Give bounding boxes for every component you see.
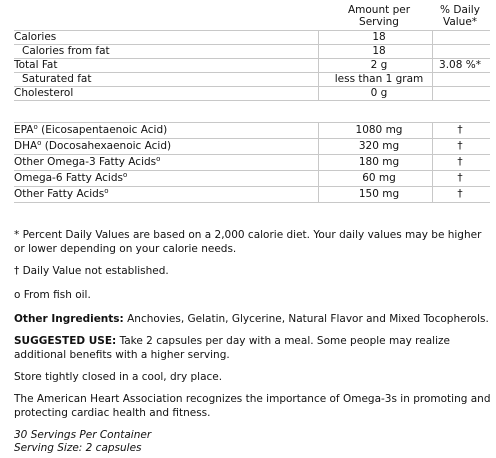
- dv-heading-line2: Value*: [442, 16, 478, 28]
- fatty-acid-label: [14, 187, 109, 202]
- fatty-acid-dv: †: [457, 172, 463, 184]
- nutrient-amount: 2 g: [370, 59, 388, 71]
- table-row: [14, 59, 490, 73]
- table-row: [14, 187, 490, 203]
- nutrients-table: [14, 30, 490, 101]
- nutrient-label: Total Fat: [14, 59, 58, 71]
- fatty-acid-dv: †: [457, 156, 463, 168]
- fatty-acid-dv: †: [457, 124, 463, 136]
- suggested-use: [14, 334, 492, 362]
- fish-oil-mark: o: [33, 123, 38, 131]
- table-row: [14, 87, 490, 101]
- table-row: [14, 122, 490, 139]
- nutrient-label: Cholesterol: [14, 87, 74, 99]
- dv-heading-line1: % Daily: [440, 4, 480, 16]
- fatty-acid-name: Other Omega-3 Fatty Acids: [14, 156, 157, 168]
- table-row: [14, 155, 490, 171]
- fatty-acid-label: [14, 171, 127, 186]
- table-header: [0, 4, 496, 30]
- suggested-use-label: SUGGESTED USE:: [14, 335, 117, 347]
- fatty-acid-amount: 150 mg: [358, 188, 400, 200]
- fatty-acids-table: [14, 122, 490, 203]
- nutrient-amount: less than 1 gram: [334, 73, 424, 85]
- nutrient-amount: 0 g: [370, 87, 388, 99]
- nutrient-label: Calories: [14, 31, 57, 43]
- dagger-footnote: † Daily Value not established.: [14, 265, 169, 277]
- fatty-acid-dv: †: [457, 188, 463, 200]
- nutrient-amount: 18: [372, 31, 386, 43]
- table-row: [14, 73, 490, 87]
- fatty-acid-dv: †: [457, 140, 463, 152]
- nutrient-label: Calories from fat: [22, 45, 110, 57]
- nutrient-dv: 3.08 %*: [439, 59, 481, 71]
- percent-dv-footnote: * Percent Daily Values are based on a 2,000 calorie diet. Your daily values may be higher or lower depending on your calorie needs.: [14, 229, 482, 255]
- fish-oil-mark: o: [37, 139, 42, 147]
- amount-per-serving-heading: [318, 4, 440, 28]
- suggested-use-text: Take 2 capsules per day with a meal. Some people may realize additional benefits with a higher serving.: [14, 335, 450, 361]
- fatty-acid-label: [14, 123, 167, 138]
- fatty-acid-name: Omega-6 Fatty Acids: [14, 172, 123, 184]
- nutrient-label: Saturated fat: [22, 73, 92, 85]
- amount-heading-line2: Serving: [359, 16, 399, 28]
- nutrient-amount: 18: [372, 45, 386, 57]
- fatty-acid-name: Other Fatty Acids: [14, 188, 105, 200]
- table-row: [14, 30, 490, 45]
- fatty-acid-label: [14, 155, 160, 170]
- daily-value-heading: [432, 4, 488, 28]
- ingredients-text: Anchovies, Gelatin, Glycerine, Natural Flavor and Mixed Tocopherols.: [123, 313, 489, 325]
- ingredients-label: Other Ingredients:: [14, 313, 124, 325]
- fatty-acid-label: [14, 139, 171, 154]
- other-ingredients: [14, 312, 492, 326]
- table-row: [14, 45, 490, 59]
- fatty-acid-suffix: (Docosahexaenoic Acid): [41, 140, 172, 152]
- fatty-acid-name: EPA: [14, 124, 34, 136]
- fish-oil-footnote: o From fish oil.: [14, 289, 91, 301]
- fish-oil-mark: o: [122, 171, 128, 179]
- fatty-acid-name: DHA: [14, 140, 38, 152]
- amount-heading-line1: Amount per: [347, 4, 411, 16]
- fish-oil-mark: o: [104, 187, 109, 195]
- fatty-acid-amount: 1080 mg: [355, 124, 403, 136]
- fatty-acid-suffix: (Eicosapentaenoic Acid): [37, 124, 168, 136]
- serving-size: Serving Size: 2 capsules: [14, 442, 142, 454]
- fish-oil-mark: o: [156, 155, 161, 163]
- table-row: [14, 139, 490, 155]
- table-row: [14, 171, 490, 187]
- servings-per-container: 30 Servings Per Container: [14, 429, 152, 441]
- fatty-acid-amount: 180 mg: [358, 156, 400, 168]
- fatty-acid-amount: 60 mg: [362, 172, 396, 184]
- aha-statement: The American Heart Association recognizes the importance of Omega-3s in promoting and protecting cardiac health and fitness.: [14, 393, 491, 419]
- fatty-acid-amount: 320 mg: [358, 140, 400, 152]
- storage-note: Store tightly closed in a cool, dry place.: [14, 371, 223, 383]
